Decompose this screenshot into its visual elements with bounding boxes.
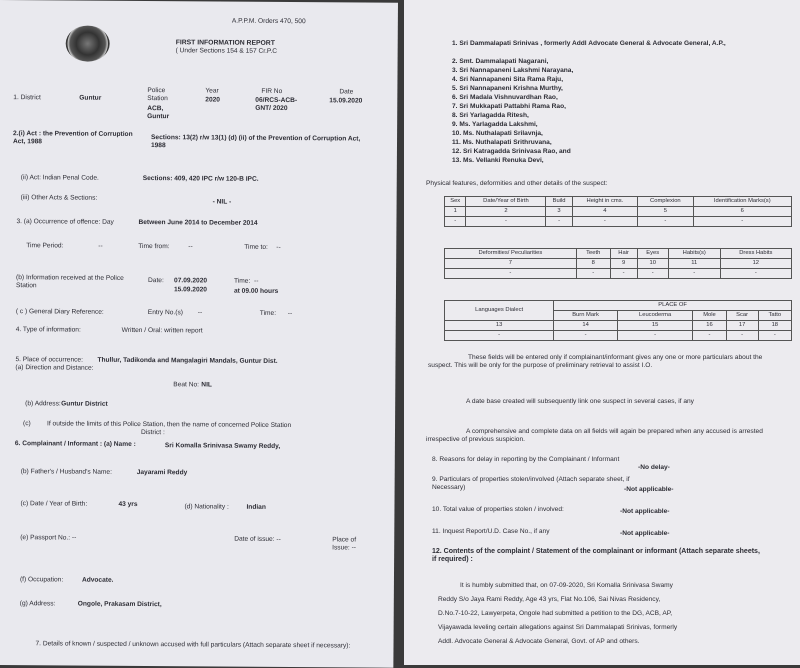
list-item: 10. Ms. Nuthalapati Srilavnja, (452, 130, 543, 137)
district-value: Guntur (79, 94, 102, 102)
nationality-label: (d) Nationality : (184, 503, 229, 511)
complainant-name: Sri Komalla Srinivasa Swamy Reddy, (164, 442, 281, 450)
table-cell: Dress Habits (720, 249, 791, 259)
police-station-label: Police Station (147, 87, 168, 103)
note-suspect-fields: These fields will be entered only if complainant/informant gives any one or more particulars about the suspect. This will be only for the purpose of preliminary retrieval to assist I.O. (428, 354, 763, 369)
info-time-2: at 09.00 hours (233, 287, 279, 295)
body-line: Reddy S/o Jaya Rami Reddy, Age 43 yrs, Flat No.106, Sai Nivas Residency, (438, 596, 661, 603)
table-cell: - (576, 269, 610, 279)
list-item: 11. Ms. Nuthalapati Srithruvana, (452, 139, 552, 146)
table-cell: 3 (546, 207, 572, 217)
table-cell: 14 (554, 321, 618, 331)
item11-label: 11. Inquest Report/U.D. Case No., if any (432, 528, 550, 535)
act-label: 2.(i) Act : the Prevention of Corruption Act, 1988 (12, 130, 133, 146)
table-cell: - (637, 269, 668, 279)
list-item: 3. Sri Nannapaneni Lakshmi Narayana, (452, 67, 574, 74)
fir-no-label: FIR No (261, 87, 283, 95)
item11-value: -Not applicable- (620, 530, 670, 537)
table-cell: - (445, 217, 466, 227)
accused-details-label: 7. Details of known / suspected / unknown accused with full particulars (Attach separate sheet if necessary): (35, 640, 351, 650)
table-row (445, 207, 792, 217)
item9-label: 9. Particulars of properties stolen/involved (Attach separate sheet, if Necessary) (432, 476, 630, 491)
type-value: Written / Oral: written report (121, 326, 203, 335)
item10-value: -Not applicable- (620, 508, 670, 515)
list-item: 12. Sri Katragadda Srinivasa Rao, and (452, 148, 571, 155)
address-label: (b) Address: (25, 400, 61, 408)
table-cell: - (693, 217, 791, 227)
table-row (445, 301, 792, 311)
date-issue-label: Date of issue: -- (234, 535, 281, 543)
table-cell: 2 (466, 207, 546, 217)
item8-value: -No delay- (638, 464, 670, 471)
place-label: 5. Place of occurrence: (15, 356, 83, 364)
occupation-value: Advocate. (81, 576, 114, 584)
table-cell: Tatto (758, 311, 791, 321)
table-cell: 8 (576, 259, 610, 269)
police-station-value: ACB, Guntur (147, 105, 170, 121)
fir-page-1: A.P.P.M. Orders 470, 500 FIRST INFORMATION REPORT ( Under Sections 154 & 157 Cr.P.C 1. District Guntur Police Station ACB, Guntur Year 2020 FIR No 06/RCS-ACB-GNT/ 2020 Date 15.09.2020 2.(i) Act : the Prevention of Corruption Act, 1988 Sections: 13(2) r/w 13(1) (d) (ii) of the Prevention of Corruption Act, 1988 (ii) Act: Indian Penal Code. Sections: 409, 420 IPC r/w 120-B IPC. (iii) Other Acts & Sections: - NIL - 3. (a) Occurrence of offence: Day Between June 2014 to December 2014 Time Period: -- Time from: -- Time to: -- (b) Information received at the Police Station Date: 07.09.2020 Time: -- 15.09.2020 at 09.00 hours ( c ) General Diary Reference: Entry No.(s) -- Time: -- 4. Type of information: Written / Oral: written report 5. Place of occurrence: Thullur, Tadikonda and Mangalagiri Mandals, Guntur Dist. (a) Direction and Distance: Beat No: NIL (b) Address: Guntur District (c) If outside the limits of this Police Station, then the name of concerned Police Station District : 6. Complainant / Informant : (a) Name : Sri Komalla Srinivasa Swamy Reddy, (b) Father's / Husband's Name: Jayarami Reddy (c) Date / Year of Birth: 43 yrs (d) Nationality : Indian (e) Passport No.: -- Date of issue: -- Place of Issue: -- (f) Occupation: Advocate. (g) Address: Ongole, Prakasam District, 7. Details of known / suspected / unknown accused with full particulars (Attach separate sheet if necessary): (0, 0, 398, 668)
table-cell: 17 (726, 321, 758, 331)
act-sections: Sections: 13(2) r/w 13(1) (d) (ii) of the Prevention of Corruption Act, 1988 (150, 134, 361, 150)
body-line: It is humbly submitted that, on 07-09-2020, Sri Komalla Srinivasa Swamy (460, 582, 673, 589)
table-row (445, 197, 792, 207)
report-title: FIRST INFORMATION REPORT (175, 39, 275, 47)
list-item: 9. Ms. Yarlagadda Lakshmi, (452, 121, 538, 128)
suspect-table-1 (444, 196, 792, 227)
table-cell: Deformities/ Peculiarities (445, 249, 577, 259)
dob-label: (c) Date / Year of Birth: (20, 500, 88, 508)
table-row (445, 217, 792, 227)
table-cell: - (610, 269, 637, 279)
table-cell: - (466, 217, 546, 227)
table-row (445, 249, 792, 259)
time-to-label: Time to: (244, 243, 268, 251)
table-cell: 9 (610, 259, 637, 269)
table-cell: Mole (693, 311, 726, 321)
time-period-label: Time Period: (26, 242, 64, 250)
table-cell: Identification Marks(s) (693, 197, 791, 207)
occurrence-value: Between June 2014 to December 2014 (138, 218, 258, 227)
physical-title: Physical features, deformities and other details of the suspect: (426, 180, 608, 187)
occurrence-label: 3. (a) Occurrence of offence: Day (16, 218, 114, 226)
table-cell: 18 (758, 321, 791, 331)
note-complete-data: A comprehensive and complete data on all fields will again be prepared when any accused is arrested irrespective of previous suspicion. (426, 428, 763, 443)
table-cell: - (758, 331, 791, 341)
list-item: 1. Sri Dammalapati Srinivas , formerly Addl Advocate General & Advocate General, A.P., (452, 40, 726, 47)
table-cell: - (445, 331, 554, 341)
suspect-table-3 (444, 300, 792, 341)
table-cell: 6 (693, 207, 791, 217)
ipc-label: (ii) Act: Indian Penal Code. (20, 174, 99, 182)
note-database: A date base created will subsequently link one suspect in several cases, if any (466, 398, 694, 405)
info-date-label: Date: (148, 277, 164, 285)
table-cell: - (572, 217, 638, 227)
report-subtitle: ( Under Sections 154 & 157 Cr.P.C (175, 47, 278, 55)
table-cell: Height in cms. (572, 197, 638, 207)
table-cell: 11 (668, 259, 720, 269)
date-label: Date (339, 88, 354, 96)
info-date-value: 07.09.2020 (174, 277, 208, 285)
body-line: Vijayawada leveling certain allegations against Sri Dammalapati Srinivas, formerly (438, 624, 678, 631)
table-cell: - (720, 269, 791, 279)
fir-no-value: 06/RCS-ACB-GNT/ 2020 (255, 96, 298, 113)
item9-value: -Not applicable- (624, 486, 674, 493)
beat-label: Beat No: (173, 381, 200, 389)
table-cell: Scar (726, 311, 758, 321)
outside-district: District : (140, 428, 165, 437)
ap-emblem-seal (66, 25, 110, 61)
occupation-label: (f) Occupation: (19, 576, 64, 584)
suspect-table-2 (444, 248, 792, 279)
list-item: 13. Ms. Vellanki Renuka Devi, (452, 157, 544, 164)
table-cell: Habits(s) (668, 249, 720, 259)
table-row (445, 321, 792, 331)
complainant-label: 6. Complainant / Informant : (a) Name : (14, 440, 136, 448)
info-time-label: Time: (234, 277, 251, 285)
table-cell: 10 (637, 259, 668, 269)
item12-title: 12. Contents of the complaint / Statement of the complainant or informant (Attach separate sheets, if required) : (432, 548, 760, 563)
table-cell: Date/Year of Birth (466, 197, 546, 207)
table-cell: 12 (720, 259, 791, 269)
info-date-2: 15.09.2020 (173, 286, 208, 294)
table-cell: Eyes (637, 249, 668, 259)
table-cell: Burn Mark (554, 311, 618, 321)
table-cell: - (638, 217, 693, 227)
table-cell: Leucoderma (617, 311, 692, 321)
other-acts-value: - NIL - (212, 198, 232, 206)
table-cell: - (546, 217, 572, 227)
table-cell: Teeth (576, 249, 610, 259)
year-value: 2020 (205, 96, 221, 104)
table-cell: PLACE OF (554, 301, 792, 311)
table-cell: 4 (572, 207, 638, 217)
address-value: Guntur District (61, 400, 108, 408)
table-cell: Languages Dialect (445, 301, 554, 321)
list-item: 6. Sri Madala Vishnuvardhan Rao, (452, 94, 558, 101)
gd-entry-label: Entry No.(s) (147, 309, 184, 317)
list-item: 5. Sri Nannapaneni Krishna Murthy, (452, 85, 563, 92)
table-cell: - (445, 269, 577, 279)
table-cell: - (554, 331, 618, 341)
gd-label: ( c ) General Diary Reference: (15, 308, 104, 316)
direction-label: (a) Direction and Distance: (15, 364, 94, 372)
info-received-label: (b) Information received at the Police Station (15, 274, 124, 290)
table-cell: - (693, 331, 726, 341)
date-value: 15.09.2020 (329, 97, 363, 105)
list-item: 4. Sri Nannapaneni Sita Rama Raju, (452, 76, 564, 83)
year-label: Year (205, 87, 219, 95)
father-value: Jayarami Reddy (136, 468, 188, 477)
list-item: 8. Sri Yarlagadda Ritesh, (452, 112, 529, 119)
body-line: D.No.7-10-22, Lawyerpeta, Ongole had submitted a petition to the DG, ACB, AP, (438, 610, 673, 617)
passport-label: (e) Passport No.: -- (20, 534, 77, 542)
dob-value: 43 yrs (118, 500, 138, 508)
list-item: 2. Smt. Dammalapati Nagarani, (452, 58, 549, 65)
time-from-label: Time from: (138, 242, 170, 251)
ipc-sections: Sections: 409, 420 IPC r/w 120-B IPC. (142, 175, 259, 183)
beat-value: NIL (201, 381, 212, 389)
place-issue-label: Place of Issue: -- (332, 536, 357, 552)
outside-label: If outside the limits of this Police Station, then the name of concerned Police Station (47, 420, 292, 430)
table-cell: 15 (617, 321, 692, 331)
table-row (445, 331, 792, 341)
other-acts-label: (iii) Other Acts & Sections: (20, 194, 98, 202)
list-item: 7. Sri Mukkapati Pattabhi Rama Rao, (452, 103, 566, 110)
nationality-value: Indian (246, 503, 266, 511)
table-cell: Hair (610, 249, 637, 259)
table-row (445, 269, 792, 279)
table-cell: - (668, 269, 720, 279)
address2-value: Ongole, Prakasam District, (77, 600, 162, 609)
table-cell: - (726, 331, 758, 341)
table-cell: Complexion (638, 197, 693, 207)
outside-c: (c) (23, 420, 31, 428)
address2-label: (g) Address: (19, 600, 56, 608)
table-cell: Sex (445, 197, 466, 207)
body-line: Addl. Advocate General & Advocate General, Govt. of AP and others. (438, 638, 640, 645)
district-label: 1. District (13, 94, 41, 102)
table-row (445, 259, 792, 269)
table-cell: 5 (638, 207, 693, 217)
table-cell: 16 (693, 321, 726, 331)
table-cell: 1 (445, 207, 466, 217)
place-value: Thullur, Tadikonda and Mangalagiri Mandals, Guntur Dist. (97, 356, 278, 365)
item10-label: 10. Total value of properties stolen / involved: (432, 506, 564, 513)
fir-page-2 (404, 0, 800, 665)
table-cell: Build (546, 197, 572, 207)
item8-label: 8. Reasons for delay in reporting by the Complainant / Informant (432, 456, 620, 463)
order-reference: A.P.P.M. Orders 470, 500 (231, 17, 306, 26)
table-cell: - (617, 331, 692, 341)
gd-time-label: Time: (259, 309, 277, 317)
type-label: 4. Type of information: (15, 326, 81, 334)
table-cell: 13 (445, 321, 554, 331)
table-cell: 7 (445, 259, 577, 269)
father-label: (b) Father's / Husband's Name: (20, 468, 112, 476)
